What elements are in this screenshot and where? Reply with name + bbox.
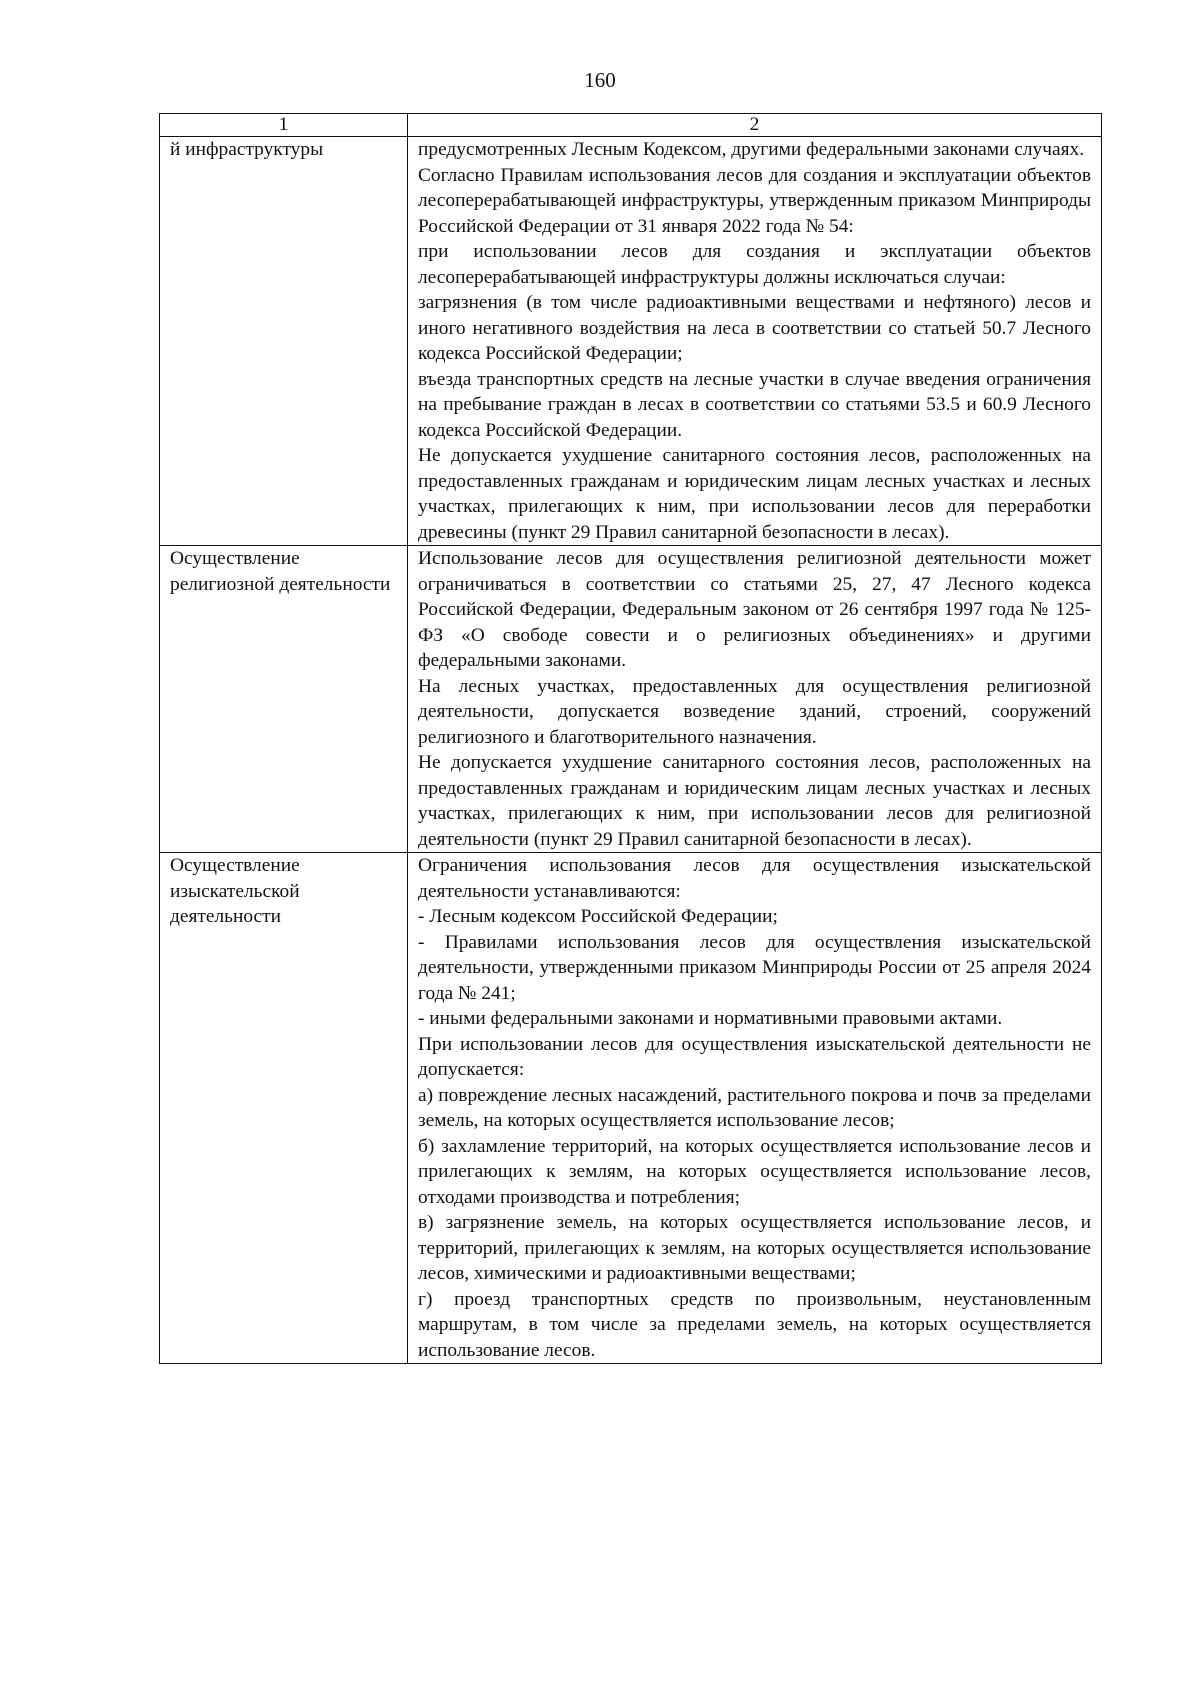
paragraph: - Правилами использования лесов для осуществления изыскательской деятельности, утвержденными приказом Минприроды России от 25 апреля 2024 года № 241; (418, 931, 1091, 1004)
paragraph: Ограничения использования лесов для осуществления изыскательской деятельности устанавливаются: (418, 855, 1091, 902)
paragraph: - иными федеральными законами и нормативными правовыми актами. (418, 1008, 1003, 1029)
paragraph: г) проезд транспортных средств по произвольным, неустановленным маршрутам, в том числе за пределами земель, на которых осуществляется использование лесов. (418, 1288, 1091, 1361)
paragraph: Не допускается ухудшение санитарного состояния лесов, расположенных на предоставленных гражданам и юридическим лицам лесных участках и лесных участках, прилегающих к ним, при использовании лесов для переработки древесины (пункт 29 Правил санитарной безопасности в лесах). (418, 445, 1091, 543)
paragraph: б) захламление территорий, на которых осуществляется использование лесов и прилегающих к землям, на которых осуществляется использование лесов, отходами производства и потребления; (418, 1135, 1091, 1208)
paragraph: при использовании лесов для создания и эксплуатации объектов лесоперерабатывающей инфраструктуры должны исключаться случаи: (418, 241, 1091, 288)
paragraph: Согласно Правилам использования лесов для создания и эксплуатации объектов лесоперерабатывающей инфраструктуры, утвержденным приказом Минприроды Российской Федерации от 31 января 2022 года № 54: (418, 164, 1091, 237)
paragraph: предусмотренных Лесным Кодексом, другими федеральными законами случаях. (418, 139, 1085, 160)
paragraph: На лесных участках, предоставленных для осуществления религиозной деятельности, допускается возведение зданий, строений, сооружений религиозного и благотворительного назначения. (418, 675, 1091, 748)
document-table (159, 113, 1102, 1364)
table-row (160, 853, 1102, 1364)
paragraph: загрязнения (в том числе радиоактивными веществами и нефтяного) лесов и иного негативного воздействия на леса в соответствии со статьей 50.7 Лесного кодекса Российской Федерации; (418, 292, 1091, 364)
row-content (408, 853, 1102, 1364)
paragraph: При использовании лесов для осуществления изыскательской деятельности не допускается: (418, 1033, 1091, 1080)
paragraph: - Лесным кодексом Российской Федерации; (418, 906, 778, 927)
row-label: Осуществление изыскательской деятельности (160, 853, 408, 1364)
paragraph: а) повреждение лесных насаждений, растительного покрова и почв за пределами земель, на которых осуществляется использование лесов; (418, 1084, 1091, 1131)
page-number: 160 (584, 68, 616, 92)
column-header-2: 2 (408, 114, 1102, 137)
table-row (160, 137, 1102, 546)
paragraph: Использование лесов для осуществления религиозной деятельности может ограничиваться в соответствии со статьями 25, 27, 47 Лесного кодекса Российской Федерации, Федеральным законом от 26 сентября 1997 года № 125-ФЗ «О свободе совести и о религиозных объединениях» и другими федеральными законами. (418, 548, 1091, 671)
paragraph: в) загрязнение земель, на которых осуществляется использование лесов, и территорий, прилегающих к землям, на которых осуществляется использование лесов, химическими и радиоактивными веществами; (418, 1212, 1091, 1284)
table-header-row (160, 114, 1102, 137)
paragraph: Не допускается ухудшение санитарного состояния лесов, расположенных на предоставленных гражданам и юридическим лицам лесных участках и лесных участках, прилегающих к ним, при использовании лесов для религиозной деятельности (пункт 29 Правил санитарной безопасности в лесах). (418, 752, 1091, 850)
row-label: Осуществление религиозной деятельности (160, 546, 408, 853)
row-label: й инфраструктуры (160, 137, 408, 546)
row-content (408, 137, 1102, 546)
paragraph: въезда транспортных средств на лесные участки в случае введения ограничения на пребывание граждан в лесах в соответствии со статьями 53.5 и 60.9 Лесного кодекса Российской Федерации. (418, 368, 1091, 441)
table-row (160, 546, 1102, 853)
row-content (408, 546, 1102, 853)
column-header-1: 1 (160, 114, 408, 137)
